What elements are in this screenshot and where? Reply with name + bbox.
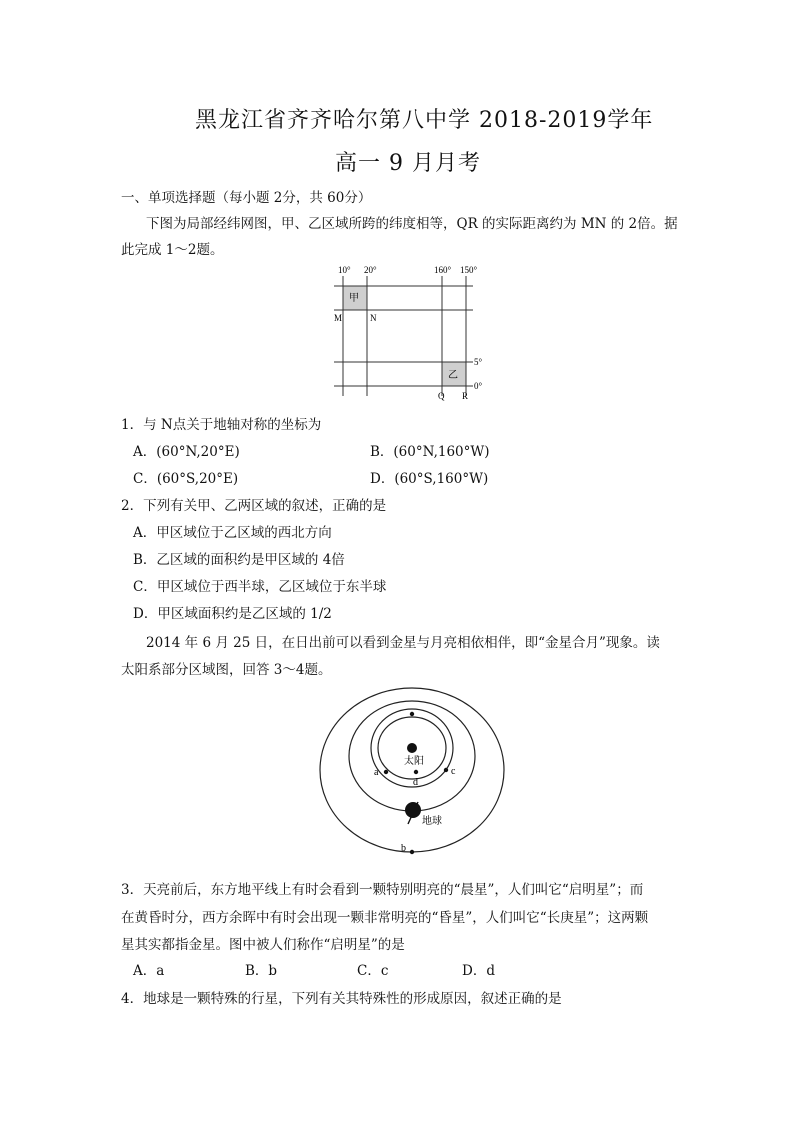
label-d: d bbox=[413, 777, 418, 788]
latlong-grid-figure bbox=[330, 262, 483, 402]
q3-stem-line1: 3．天亮前后，东方地平线上有时会看到一颗特别明亮的“晨星”，人们叫它“启明星”；而 bbox=[121, 882, 644, 898]
q3-stem-line2: 在黄昏时分，西方余晖中有时会出现一颗非常明亮的“昏星”，人们叫它“长庚星”；这两颗 bbox=[121, 910, 649, 926]
label-yi: 乙 bbox=[448, 370, 458, 381]
label-jia: 甲 bbox=[349, 293, 359, 304]
q2-stem: 2．下列有关甲、乙两区域的叙述，正确的是 bbox=[121, 498, 387, 514]
label-b: b bbox=[401, 843, 406, 854]
earth-label: 地球 bbox=[422, 816, 442, 827]
point-b bbox=[410, 850, 414, 854]
q4-stem: 4．地球是一颗特殊的行星，下列有关其特殊性的形成原因，叙述正确的是 bbox=[121, 991, 562, 1007]
q2-option-b: B．乙区域的面积约是甲区域的 4倍 bbox=[133, 552, 345, 568]
page-title-line1: 黑龙江省齐齐哈尔第八中学 2018-2019学年 bbox=[195, 108, 654, 133]
q2-option-d: D．甲区域面积约是乙区域的 1/2 bbox=[133, 606, 332, 622]
label-150deg: 150° bbox=[460, 265, 478, 275]
intro-text-line2: 此完成 1～2题。 bbox=[121, 242, 224, 258]
section-heading: 一、单项选择题（每小题 2分，共 60分） bbox=[121, 190, 372, 206]
sun-marker bbox=[407, 743, 417, 753]
sun-label: 太阳 bbox=[404, 756, 424, 767]
point-top bbox=[410, 712, 414, 716]
intro-text-line1: 下图为局部经纬网图，甲、乙区域所跨的纬度相等，QR 的实际距离约为 MN 的 2倍。据 bbox=[146, 216, 678, 232]
label-c: c bbox=[451, 766, 456, 777]
earth-marker bbox=[405, 802, 421, 818]
label-5deg: 5° bbox=[474, 357, 483, 367]
q3-option-a: A．a bbox=[133, 963, 165, 979]
page-title-line2: 高一 9 月月考 bbox=[335, 151, 481, 176]
point-a bbox=[384, 770, 388, 774]
passage2-line1: 2014 年 6 月 25 日，在日出前可以看到金星与月亮相依相伴，即“金星合月”现象。读 bbox=[146, 635, 660, 651]
q1-option-c: C．(60°S,20°E) bbox=[133, 471, 239, 487]
q3-option-c: C．c bbox=[357, 963, 389, 979]
q2-option-a: A．甲区域位于乙区域的西北方向 bbox=[133, 525, 332, 541]
q2-option-c: C．甲区域位于西半球，乙区域位于东半球 bbox=[133, 579, 387, 595]
q1-option-b: B．(60°N,160°W) bbox=[370, 444, 490, 460]
point-d bbox=[414, 770, 418, 774]
point-c bbox=[444, 768, 448, 772]
solar-system-figure bbox=[314, 684, 514, 856]
q3-stem-line3: 星其实都指金星。图中被人们称作“启明星”的是 bbox=[121, 937, 405, 953]
label-r: R bbox=[462, 391, 469, 401]
label-160deg: 160° bbox=[434, 265, 452, 275]
q1-option-d: D．(60°S,160°W) bbox=[370, 471, 489, 487]
label-20deg: 20° bbox=[364, 265, 377, 275]
q1-option-a: A．(60°N,20°E) bbox=[133, 444, 240, 460]
label-q: Q bbox=[438, 391, 445, 401]
q1-stem: 1．与 N点关于地轴对称的坐标为 bbox=[121, 417, 322, 433]
passage2-line2: 太阳系部分区域图，回答 3～4题。 bbox=[121, 662, 332, 678]
q3-option-d: D．d bbox=[462, 963, 495, 979]
label-10deg: 10° bbox=[338, 265, 351, 275]
q3-option-b: B．b bbox=[245, 963, 278, 979]
label-0deg: 0° bbox=[474, 381, 483, 391]
label-n: N bbox=[370, 313, 377, 323]
label-m: M bbox=[334, 313, 343, 323]
label-a: a bbox=[374, 767, 379, 778]
